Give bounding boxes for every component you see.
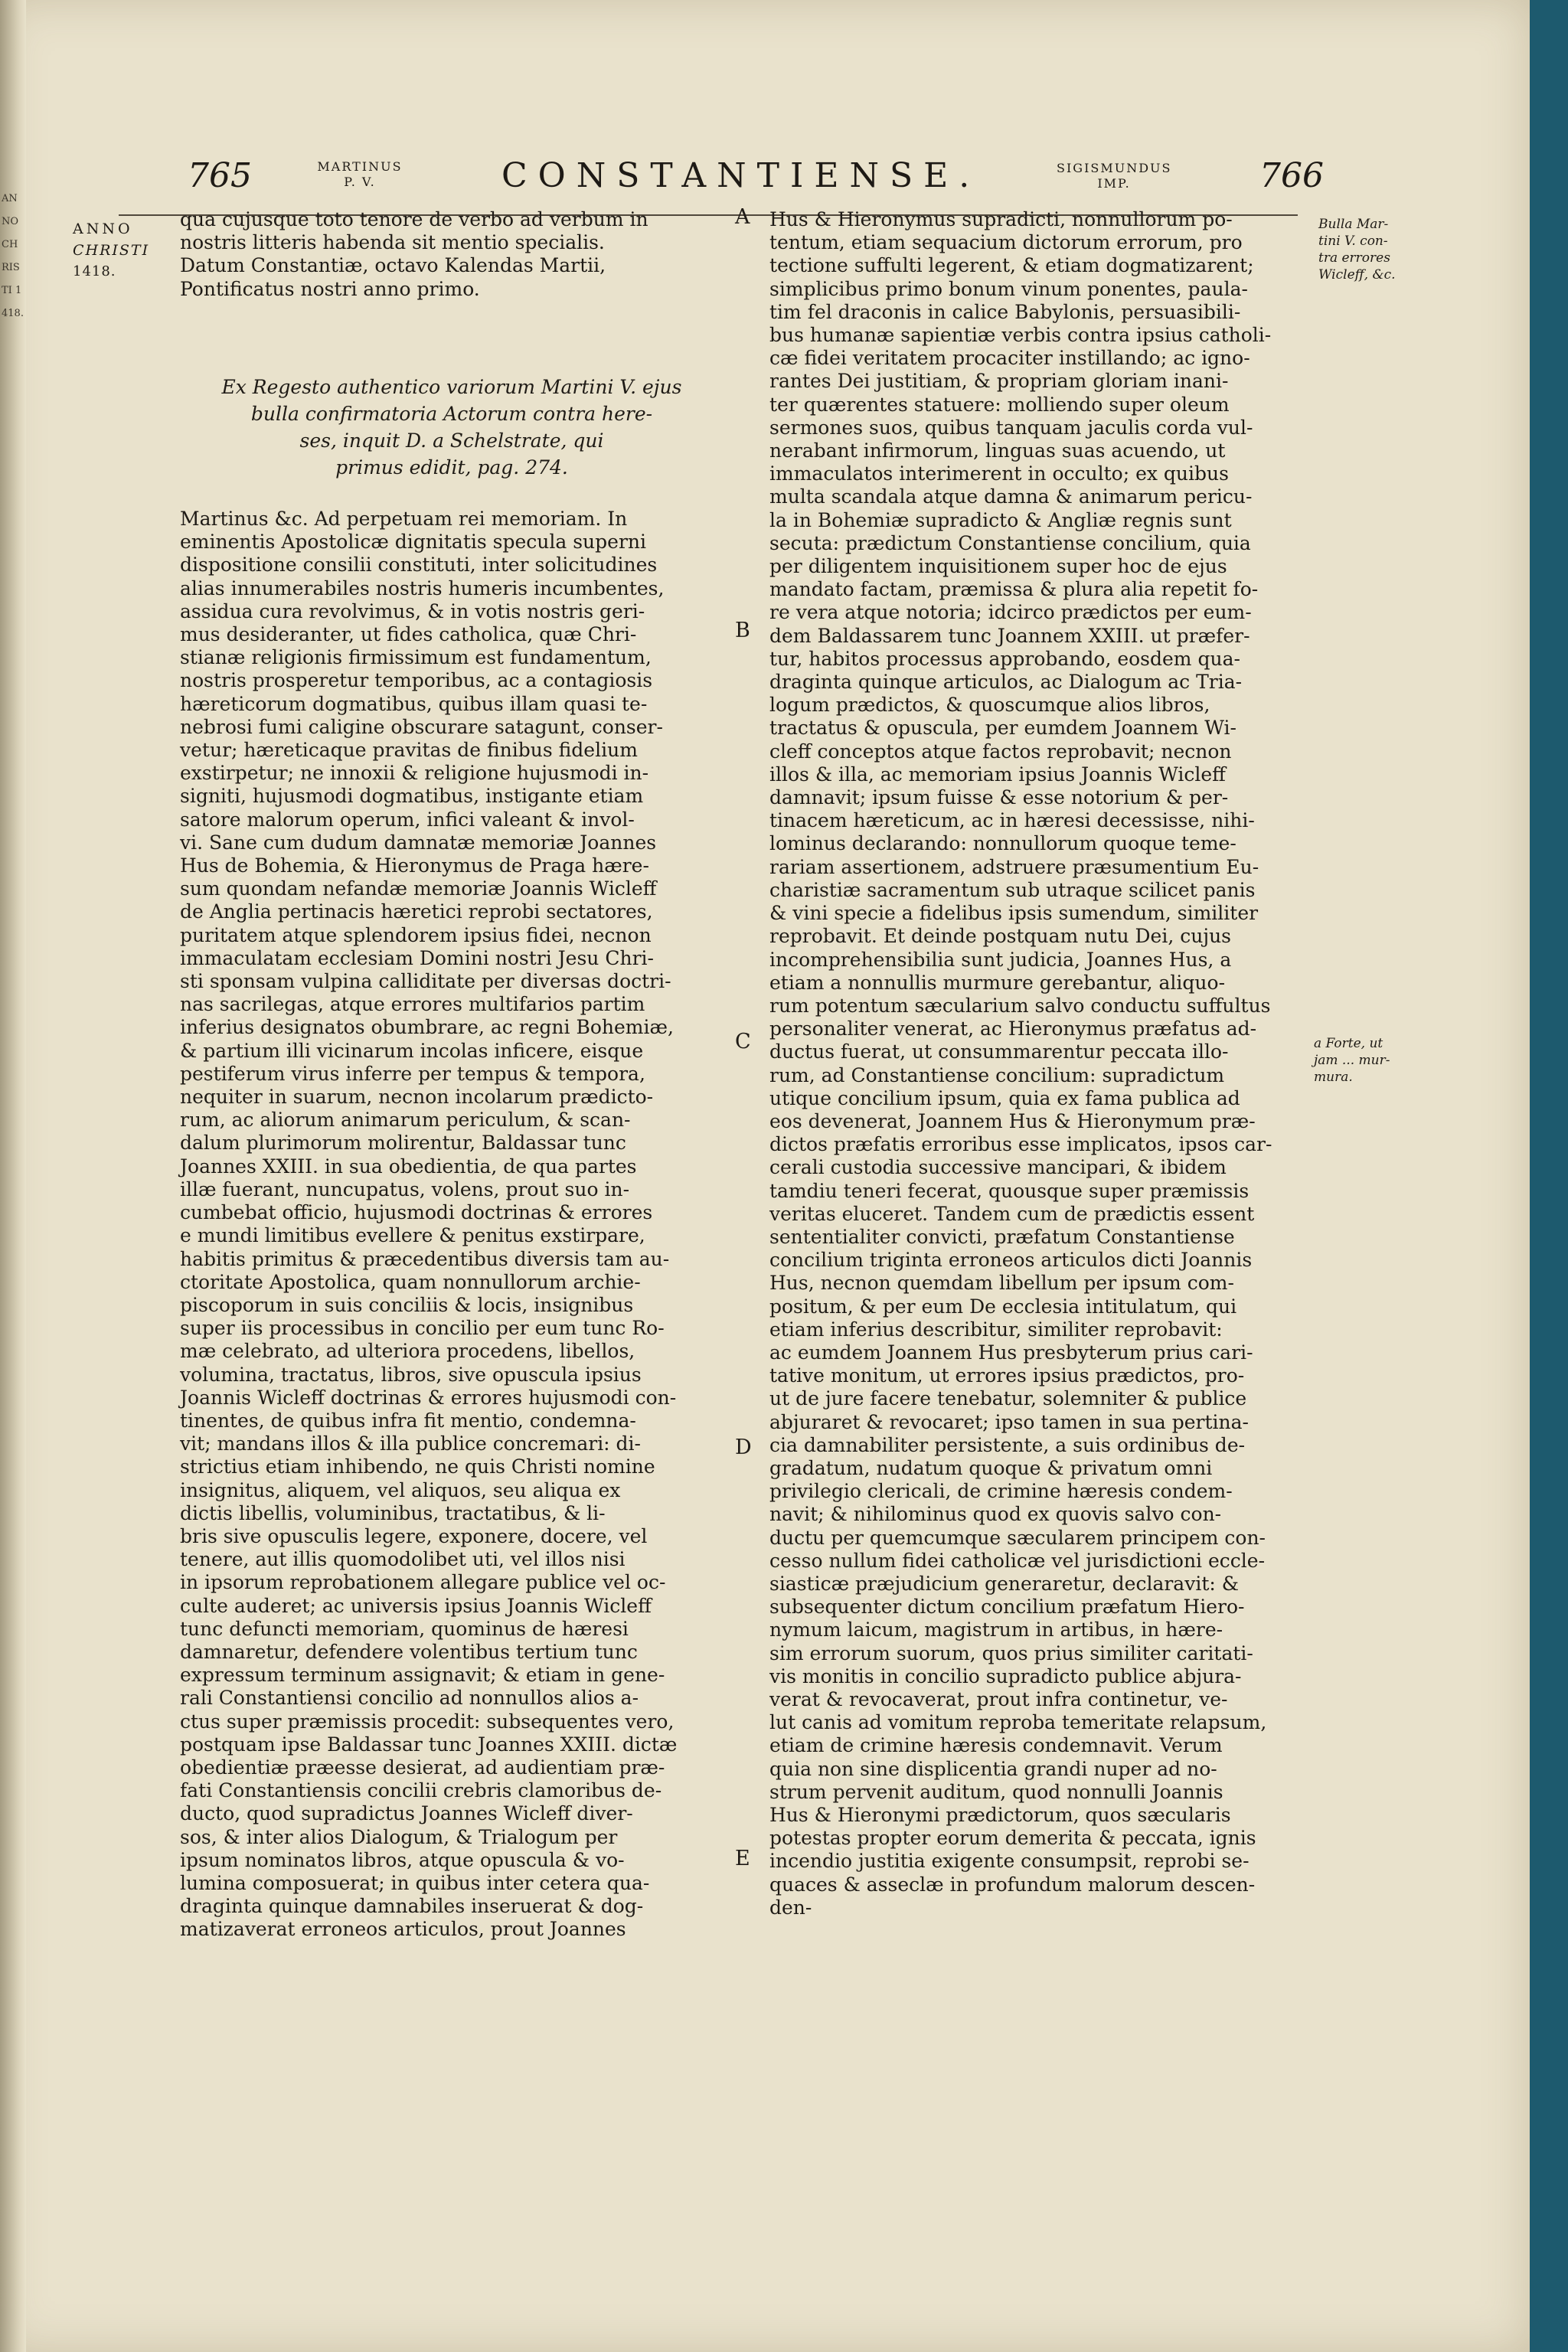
section-letter-a: A: [735, 205, 750, 229]
margin-note-forte: a Forte, ut jam ... mur- mura.: [1314, 1036, 1390, 1085]
page-number-right: 766: [1259, 156, 1324, 195]
section-letter-e: E: [735, 1847, 750, 1870]
center-running-title: CONSTANTIENSE.: [501, 156, 981, 195]
anno-line: ANNO: [73, 220, 133, 237]
left-column-body: Martinus &c. Ad perpetuam rei memoriam. In eminentis Apostolicæ dignitatis specula superni dispositione consilii constituti, inter solicitudines alias innumerabiles nostris humeris incumbentes, assidua cura revolvimus, & in votis nostris geri- mus desideranter, ut fides catholica, quæ Chri- stianæ religionis firmissimum est fundamentum, nostris prosperetur temporibus, ac a contagiosis hæreticorum dogmatibus, quibus illam quasi te- nebrosi fumi caligine obscurare satagunt, conser- vetur; hæreticaque pravitas de finibus fidelium exstirpetur; ne innoxii & religione hujusmodi in- signiti, hujusmodi dogmatibus, instigante etiam satore malorum operum, infici valeant & invol- vi. Sane cum dudum damnatæ memoriæ Joannes Hus de Bohemia, & Hieronymus de Praga hære- sum quondam nefandæ memoriæ Joannis Wicleff de Anglia pertinacis hæretici reprobi sectatores, puritatem atque splendorem ipsius fidei, necnon immaculatam ecclesiam Domini nostri Jesu Chri- sti sponsam vulpina calliditate per diversas doctri- nas sacrilegas, atque errores multifarios partim inferius designatos obumbrare, ac regni Bohemiæ, & partium illi vicinarum incolas inficere, eisque pestiferum virus inferre per tempus & tempora, nequiter in suarum, necnon incolarum prædicto- rum, ac aliorum animarum periculum, & scan- dalum plurimorum molirentur, Baldassar tunc Joannes XXIII. in sua obedientia, de qua partes illæ fuerant, nuncupatus, volens, prout suo in- cumbebat officio, hujusmodi doctrinas & errores e mundi limitibus evellere & penitus exstirpare, habitis primitus & præcedentibus diversis tam au- ctoritate Apostolica, quam nonnullorum archie- piscoporum in suis conciliis & locis, insignibus super iis processibus in concilio per eum tunc Ro- mæ celebrato, ad ulteriora procedens, libellos, volumina, tractatus, libros, sive opuscula ipsius Joannis Wicleff doctrinas & errores hujusmodi con- tinentes, de quibus infra fit mentio, condemna- vit; mandans illos & illa publice concremari: di- strictius etiam inhibendo, ne quis Christi nomine insignitus, aliquem, vel aliquos, seu aliqua ex dictis libellis, voluminibus, tractatibus, & li- bris sive opusculis legere, exponere, docere, vel tenere, aut illis quomodolibet uti, vel illos nisi in ipsorum reprobationem allegare publice vel oc- culte auderet; ac universis ipsius Joannis Wicleff tunc defuncti memoriam, quominus de hæresi damnaretur, defendere volentibus tertium tunc expressum terminum assignavit; & etiam in gene- rali Constantiensi concilio ad nonnullos alios a- ctus super præmissis procedit: subsequentes vero, postquam ipse Baldassar tunc Joannes XXIII. dictæ obedientiæ præesse desierat, ad audientiam præ- fati Constantiensis concilii crebris clamoribus de- ducto, quod supradictus Joannes Wicleff diver- sos, & inter alios Dialogum, & Trialogum per ipsum nominatos libros, atque opuscula & vo- lumina composuerat; in quibus inter cetera qua- draginta quinque damnabiles inseruerat & dog- matizaverat erroneos articulos, prout Joannes: [180, 508, 678, 1941]
section-letter-c: C: [735, 1030, 751, 1054]
year-line: 1418.: [73, 263, 116, 279]
right-column-body: Hus & Hieronymus supradicti, nonnullorum po- tentum, etiam sequacium dictorum errorum, pro tectione suffulti legerent, & etiam dogmatizarent; simplicibus primo bonum vinum ponentes, paula- tim fel draconis in calice Babylonis, persuasibili- bus humanæ sapientiæ verbis contra ipsius catholi- cæ fidei veritatem procaciter instillando; ac igno- rantes Dei justitiam, & propriam gloriam inani- ter quærentes statuere: molliendo super oleum sermones suos, quibus tanquam jaculis corda vul- nerabant infirmorum, linguas suas acuendo, ut immaculatos interimerent in occulto; ex quibus multa scandala atque damna & animarum pericu- la in Bohemiæ supradicto & Angliæ regnis sunt secuta: prædictum Constantiense concilium, quia per diligentem inquisitionem super hoc de ejus mandato factam, præmissa & plura alia repetit fo- re vera atque notoria; idcirco prædictos per eum- dem Baldassarem tunc Joannem XXIII. ut præfer- tur, habitos processus approbando, eosdem qua- draginta quinque articulos, ac Dialogum ac Tria- logum prædictos, & quoscumque alios libros, tractatus & opuscula, per eumdem Joannem Wi- cleff conceptos atque factos reprobavit; necnon illos & illa, ac memoriam ipsius Joannis Wicleff damnavit; ipsum fuisse & esse notorium & per- tinacem hæreticum, ac in hæresi decessisse, nihi- lominus declarando: nonnullorum quoque teme- rariam assertionem, adstruere præsumentium Eu- charistiæ sacramentum sub utraque scilicet panis & vini specie a fidelibus ipsis sumendum, similiter reprobavit. Et deinde postquam nutu Dei, cujus incomprehensibilia sunt judicia, Joannes Hus, a etiam a nonnullis murmure gerebantur, aliquo- rum potentum sæcularium salvo conductu suffultus personaliter venerat, ac Hieronymus præfatus ad- ductus fuerat, ut consummarentur peccata illo- rum, ad Constantiense concilium: supradictum utique concilium ipsum, quia ex fama publica ad eos devenerat, Joannem Hus & Hieronymum præ- dictos præfatis erroribus esse implicatos, ipsos car- cerali custodia successive mancipari, & ibidem tamdiu teneri fecerat, quousque super præmissis veritas eluceret. Tandem cum de prædictis essent sententialiter convicti, præfatum Constantiense concilium triginta erroneos articulos dicti Joannis Hus, necnon quemdam libellum per ipsum com- positum, & per eum De ecclesia intitulatum, qui etiam inferius describitur, similiter reprobavit: ac eumdem Joannem Hus presbyterum prius cari- tative monitum, ut errores ipsius prædictos, pro- ut de jure facere tenebatur, solemniter & publice abjuraret & revocaret; ipso tamen in sua pertina- cia damnabiliter persistente, a suis ordinibus de- gradatum, nudatum quoque & privatum omni privilegio clericali, de crimine hæresis condem- navit; & nihilominus quod ex quovis salvo con- ductu per quemcumque sæcularem principem con- cesso nullum fidei catholicæ vel jurisdictioni eccle- siasticæ præjudicium generaretur, declaravit: & subsequenter dictum concilium præfatum Hiero- nymum laicum, magistrum in artibus, in hære- sim errorum suorum, quos prius similiter caritati- vis monitis in concilio supradicto publice abjura- verat & revocaverat, prout infra continetur, ve- lut canis ad vomitum reproba temeritate relapsum, etiam de crimine hæresis condemnavit. Verum quia non sine displicentia grandi nuper ad no- strum pervenit auditum, quod nonnulli Joannis Hus & Hieronymi prædictorum, quos sæcularis potestas propter eorum demerita & peccata, ignis incendio justitia exigente consumpsit, reprobi se- quaces & asseclæ in profundum malorum descen- den-: [769, 208, 1272, 1919]
page-number-left: 765: [188, 156, 252, 195]
left-column-intro: qua cujusque toto tenore de verbo ad verbum in nostris litteris habenda sit mentio specialis. Datum Constantiæ, octavo Kalendas Martii, Pontificatus nostri anno primo.: [180, 208, 648, 300]
left-running-head: MARTINUS P. V.: [317, 159, 403, 189]
left-column-heading: Ex Regesto authentico variorum Martini V. ejus bulla confirmatoria Actorum contra here- ses, inquit D. a Schelstrate, qui primus edidit, pag. 274.: [221, 376, 682, 479]
previous-page-edge: [0, 0, 26, 2352]
section-letter-b: B: [735, 619, 750, 642]
anno-marker: [73, 218, 172, 283]
margin-note-bulla: Bulla Mar- tini V. con- tra errores Wicleff, &c.: [1318, 217, 1396, 283]
page-header: [180, 153, 1324, 199]
section-letter-d: D: [735, 1436, 752, 1459]
right-running-head: SIGISMUNDUS IMP.: [1057, 161, 1172, 191]
christi-line: CHRISTI: [73, 242, 150, 259]
spine-text: ANNO CHRISTI 1418.: [2, 193, 24, 319]
